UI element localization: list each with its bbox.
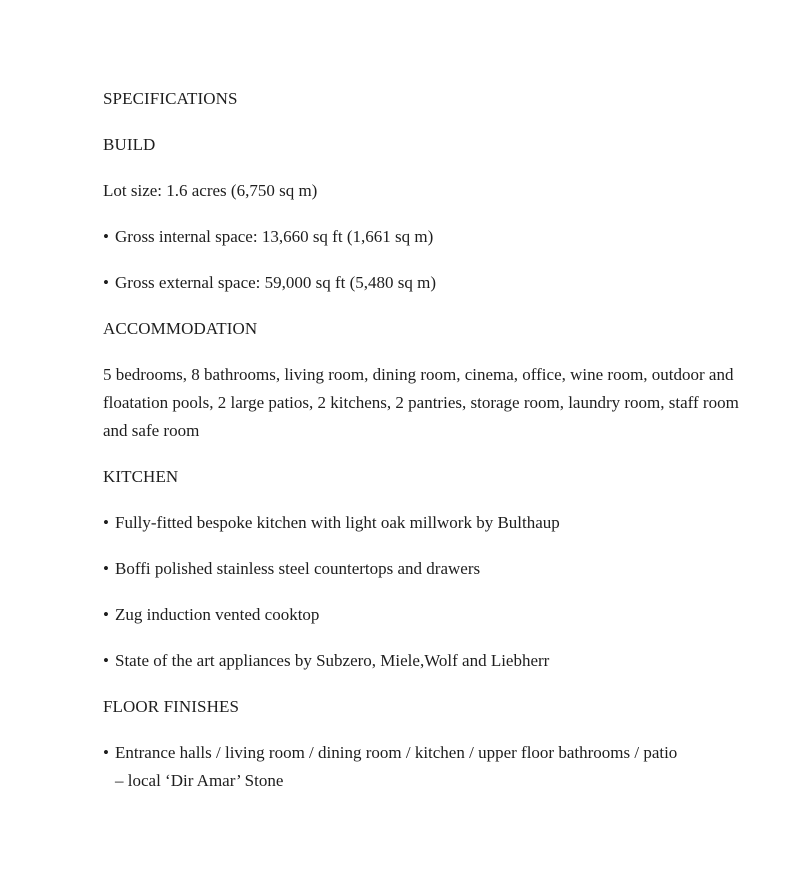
bullet-text: Fully-fitted bespoke kitchen with light oak millwork by Bulthaup (115, 513, 560, 532)
bullet-text: Boffi polished stainless steel countertops and drawers (115, 559, 481, 578)
build-heading: BUILD (103, 135, 156, 154)
bullet-icon: • (103, 651, 109, 670)
specifications-document (103, 85, 763, 795)
kitchen-heading: KITCHEN (103, 467, 179, 486)
build-bullet-internal (103, 223, 763, 251)
accommodation-heading: ACCOMMODATION (103, 319, 258, 338)
kitchen-bullet-2 (103, 555, 763, 583)
floor-finishes-heading: FLOOR FINISHES (103, 697, 240, 716)
kitchen-bullet-1 (103, 509, 763, 537)
bullet-text: Gross external space: 59,000 sq ft (5,480 sq m) (115, 273, 437, 292)
bullet-icon: • (103, 605, 109, 624)
bullet-icon: • (103, 513, 109, 532)
bullet-icon: • (103, 559, 109, 578)
bullet-text: Entrance halls / living room / dining room / kitchen / upper floor bathrooms / patio – local ‘Dir Amar’ Stone (115, 743, 678, 790)
kitchen-bullet-3 (103, 601, 763, 629)
bullet-icon: • (103, 227, 109, 246)
bullet-icon: • (103, 273, 109, 292)
bullet-icon: • (103, 743, 109, 762)
floor-finishes-bullet-1 (103, 739, 690, 795)
build-bullet-external (103, 269, 763, 297)
bullet-text: Gross internal space: 13,660 sq ft (1,661 sq m) (115, 227, 434, 246)
kitchen-bullet-4 (103, 647, 763, 675)
accommodation-text: 5 bedrooms, 8 bathrooms, living room, dining room, cinema, office, wine room, outdoor and floatation pools, 2 large patios, 2 kitchens, 2 pantries, storage room, laundry room, staff room and safe room (103, 365, 739, 440)
bullet-text: Zug induction vented cooktop (115, 605, 320, 624)
lot-size-text: Lot size: 1.6 acres (6,750 sq m) (103, 181, 318, 200)
bullet-text: State of the art appliances by Subzero, Miele,Wolf and Liebherr (115, 651, 550, 670)
page-title: SPECIFICATIONS (103, 89, 238, 108)
